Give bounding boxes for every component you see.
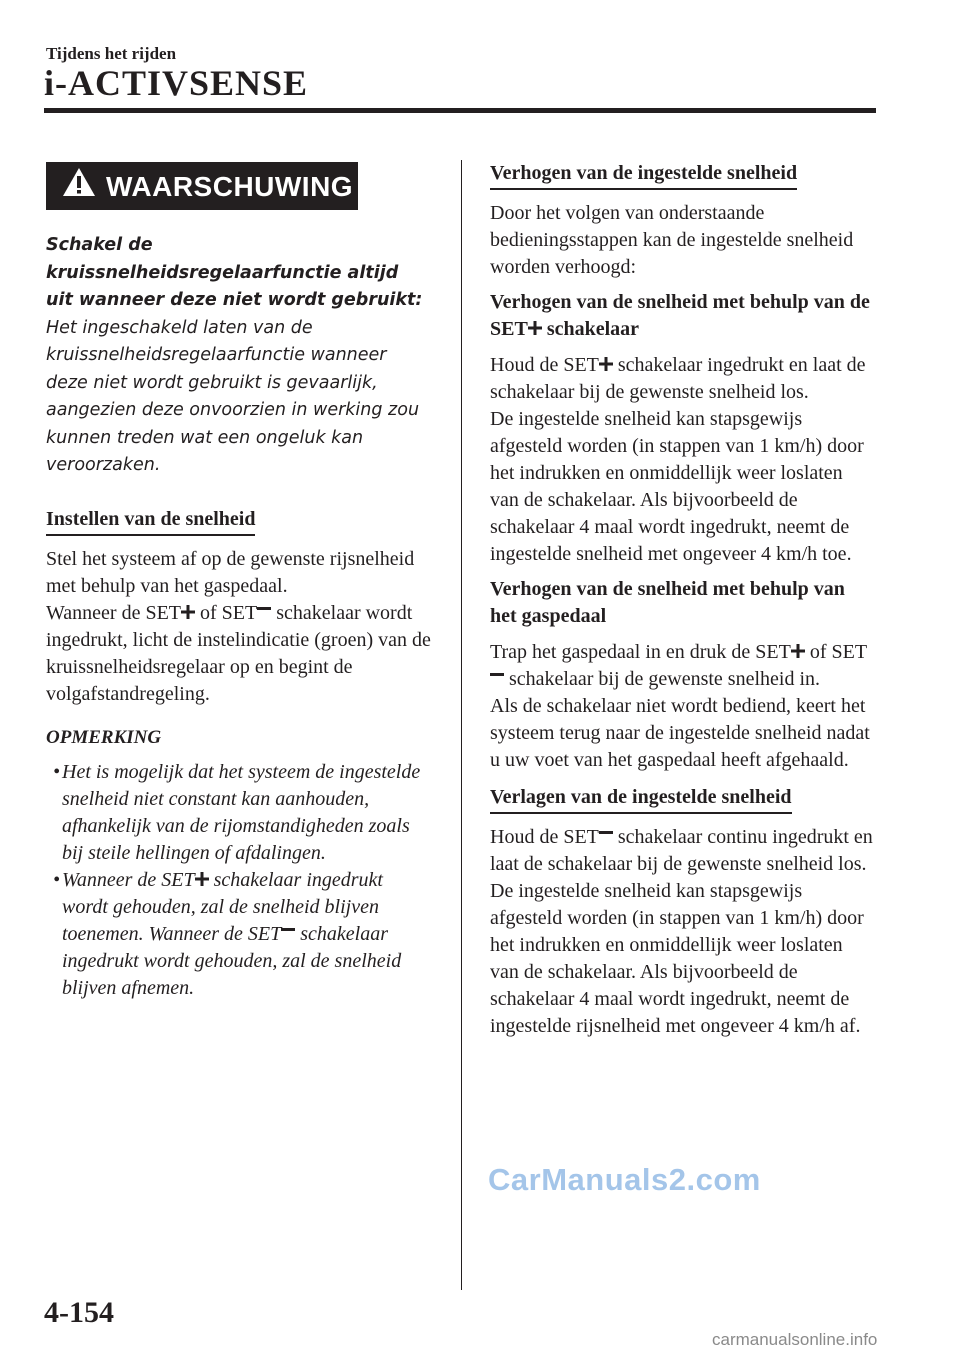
warning-lead: Schakel de kruissnelheidsregelaarfunctie altijd uit wanneer deze niet wordt gebruikt: [46,235,423,310]
section-title-setting-speed: Instellen van de snelheid [46,506,255,536]
section-title-increase-speed: Verhogen van de ingestelde snelheid [490,160,797,190]
paragraph: De ingestelde snelheid kan stapsgewijs afgesteld worden (in stappen van 1 km/h) door het indrukken en onmiddellijk weer loslaten van de schakelaar. Als bijvoorbeeld de schakelaar 4 maal wordt ingedrukt, neemt de ingestelde snelheid met ongeveer 4 km/h toe. [490,408,864,565]
paragraph: Houd de SET schakelaar continu ingedrukt en laat de schakelaar bij de gewenste snelheid los. [490,826,873,875]
plus-icon [181,600,195,627]
bullet: • [53,760,61,783]
plus-icon [528,316,542,343]
plus-icon [791,639,805,666]
paragraph: Houd de SET schakelaar ingedrukt en laat de schakelaar bij de gewenste snelheid los. [490,354,866,403]
watermark-site: carmanualsonline.info [712,1330,878,1349]
warning-text [46,232,431,480]
paragraph: Als de schakelaar niet wordt bediend, keert het systeem terug naar de ingestelde snelheid nadat u uw voet van het gaspedaal heeft afgehaald. [490,695,870,771]
section-title-decrease-speed: Verlagen van de ingestelde snelheid [490,784,792,814]
right-column [490,160,875,1040]
minus-icon [257,600,271,627]
warning-triangle-icon [62,167,96,205]
paragraph: De ingestelde snelheid kan stapsgewijs afgesteld worden (in stappen van 1 km/h) door het indrukken en onmiddellijk weer loslaten van de schakelaar. Als bijvoorbeeld de schakelaar 4 maal wordt ingedrukt, neemt de ingestelde rijsnelheid met ongeveer 4 km/h af. [490,880,864,1037]
running-header-title: i-ACTIVSENSE [44,63,309,103]
note-title: OPMERKING [46,726,162,748]
list-item: • Het is mogelijk dat het systeem de ingestelde snelheid niet constant kan aanhouden, afhankelijk van de rijomstandigheden zoals bij steile hellingen of afdalingen. [53,760,421,864]
plus-icon [195,867,209,894]
header-rule [44,108,876,113]
paragraph: Door het volgen van onderstaande bedieningsstappen kan de ingestelde snelheid worden verhoogd: [490,202,854,278]
note-list [46,759,431,1002]
paragraph: Wanneer de SET of SET schakelaar wordt ingedrukt, licht de instelindicatie (groen) van de kruissnelheidsregelaar op en begint de volgafstandregeling. [46,601,431,705]
paragraph: Stel het systeem af op de gewenste rijsnelheid met behulp van het gaspedaal. [46,547,415,597]
warning-title: WAARSCHUWING [106,170,354,202]
page-number: 4-154 [44,1296,114,1329]
minus-icon [599,824,613,851]
running-header-section: Tijdens het rijden [46,44,177,63]
plus-icon [599,352,613,379]
warning-banner [46,162,358,210]
list-item: • Wanneer de SET schakelaar ingedrukt wordt gehouden, zal de snelheid blijven toenemen. Wanneer de SET schakelaar ingedrukt wordt gehouden, zal de snelheid blijven afnemen. [53,868,402,999]
subsection-title: Verhogen van de snelheid met behulp van de SET schakelaar [490,289,875,343]
left-column [46,160,431,1002]
subsection-title: Verhogen van de snelheid met behulp van het gaspedaal [490,578,845,627]
paragraph: Trap het gaspedaal in en druk de SET of SET schakelaar bij de gewenste snelheid in. [490,639,875,693]
minus-icon [490,666,504,693]
watermark: CarManuals2.com [488,1162,761,1197]
column-divider [461,160,462,1290]
minus-icon [281,921,295,948]
bullet: • [53,868,61,891]
warning-body: Het ingeschakeld laten van de kruissnelheidsregelaarfunctie wanneer deze niet wordt gebruikt is gevaarlijk, aangezien deze onvoorzien in werking zou kunnen treden wat een ongeluk kan veroorzaken. [46,317,420,475]
